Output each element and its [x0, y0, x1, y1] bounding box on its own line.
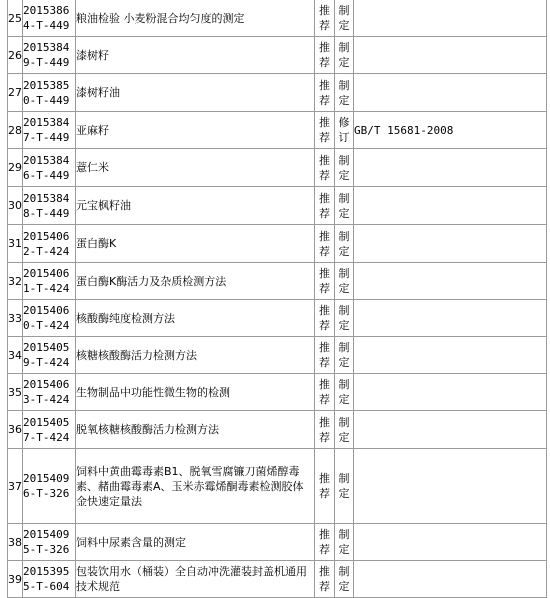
row-index: 36 — [8, 423, 22, 436]
plan-number: 20153849-T-449 — [23, 41, 70, 69]
standard-type: 推荐 — [319, 116, 330, 144]
standard-name: 核酸酶纯度检测方法 — [76, 311, 175, 325]
standard-type: 推荐 — [319, 41, 330, 69]
standard-name-cell — [76, 0, 315, 37]
standard-name: 饲料中尿素含量的测定 — [76, 535, 186, 549]
row-index: 27 — [8, 86, 22, 99]
plan-number: 20153864-T-449 — [23, 4, 70, 32]
replaced-standard-cell — [354, 263, 547, 300]
standard-type-cell — [315, 187, 335, 225]
row-index-cell — [8, 411, 23, 449]
row-index: 39 — [8, 572, 22, 586]
standard-type: 推荐 — [319, 191, 330, 220]
standard-type-cell — [315, 37, 335, 74]
table-row — [8, 263, 547, 300]
standard-type: 推荐 — [319, 229, 330, 258]
row-index-cell — [8, 112, 23, 149]
replaced-standard-cell — [354, 524, 547, 561]
standard-name-cell — [76, 300, 315, 337]
standard-type-cell — [315, 74, 335, 112]
row-index: 29 — [8, 161, 22, 174]
plan-number: 20153846-T-449 — [23, 153, 70, 182]
revision-action: 制定 — [338, 565, 350, 593]
row-index: 33 — [8, 311, 22, 325]
row-index-cell — [8, 149, 23, 187]
row-index-cell — [8, 263, 23, 300]
standard-name: 蛋白酶K — [76, 237, 117, 250]
plan-number-cell — [23, 225, 76, 263]
revision-action: 制定 — [338, 191, 350, 220]
row-index: 30 — [8, 199, 22, 212]
row-index-cell — [8, 337, 23, 374]
row-index: 35 — [8, 385, 22, 399]
plan-number-cell — [23, 74, 76, 112]
plan-number: 20153847-T-449 — [23, 116, 70, 144]
plan-number-cell — [23, 374, 76, 411]
standard-type: 推荐 — [319, 415, 330, 444]
row-index-cell — [8, 449, 23, 524]
replaced-standard-cell — [354, 300, 547, 337]
plan-number: 20154095-T-326 — [23, 528, 70, 556]
standard-type: 推荐 — [319, 565, 330, 593]
standard-name: 核糖核酸酶活力检测方法 — [76, 348, 197, 362]
revision-action: 制定 — [338, 378, 350, 406]
revision-action: 制定 — [338, 78, 350, 107]
replaced-standard-cell — [354, 225, 547, 263]
standard-name: 包装饮用水（桶装）全自动冲洗灌装封盖机通用技术规范 — [76, 565, 307, 593]
revision-action-cell — [335, 74, 354, 112]
plan-number: 20154063-T-424 — [23, 378, 70, 406]
plan-number-cell — [23, 112, 76, 149]
plan-number-cell — [23, 449, 76, 524]
row-index-cell — [8, 74, 23, 112]
row-index-cell — [8, 37, 23, 74]
table-row — [8, 37, 547, 74]
revision-action-cell — [335, 112, 354, 149]
standard-name-cell — [76, 112, 315, 149]
revision-action: 制定 — [338, 153, 350, 182]
standard-type: 推荐 — [319, 304, 330, 332]
revision-action: 修订 — [338, 116, 350, 144]
revision-action-cell — [335, 337, 354, 374]
table-row — [8, 0, 547, 37]
revision-action-cell — [335, 263, 354, 300]
plan-number-cell — [23, 337, 76, 374]
standard-type: 推荐 — [319, 341, 330, 369]
standard-name: 漆树籽 — [76, 48, 109, 62]
revision-action: 制定 — [338, 472, 350, 500]
table-row — [8, 225, 547, 263]
standard-type-cell — [315, 225, 335, 263]
standard-type-cell — [315, 337, 335, 374]
row-index-cell — [8, 187, 23, 225]
plan-number-cell — [23, 411, 76, 449]
row-index-cell — [8, 300, 23, 337]
row-index-cell — [8, 374, 23, 411]
standards-table-body — [8, 0, 547, 598]
standard-name: 脱氧核糖核酸酶活力检测方法 — [76, 423, 219, 436]
row-index-cell — [8, 0, 23, 37]
plan-number: 20154061-T-424 — [23, 267, 70, 295]
replaced-standard-cell — [354, 74, 547, 112]
standard-type-cell — [315, 449, 335, 524]
standard-type-cell — [315, 300, 335, 337]
standard-type-cell — [315, 149, 335, 187]
standard-name-cell — [76, 337, 315, 374]
revision-action-cell — [335, 524, 354, 561]
plan-number: 20153848-T-449 — [23, 191, 70, 220]
replaced-standard: GB/T 15681-2008 — [354, 123, 454, 137]
plan-number: 20154057-T-424 — [23, 415, 70, 444]
plan-number-cell — [23, 37, 76, 74]
standard-type-cell — [315, 263, 335, 300]
table-row — [8, 411, 547, 449]
standard-name-cell — [76, 74, 315, 112]
standard-name-cell — [76, 149, 315, 187]
standard-name-cell — [76, 225, 315, 263]
row-index: 31 — [8, 237, 22, 250]
standard-name: 饲料中黄曲霉毒素B1、脱氧雪腐镰刀菌烯醇毒素、赭曲霉毒素A、玉米赤霉烯酮毒素检测胶体金快速定量法 — [76, 464, 304, 508]
replaced-standard-cell — [354, 337, 547, 374]
replaced-standard-cell — [354, 411, 547, 449]
plan-number: 20154062-T-424 — [23, 229, 70, 258]
revision-action-cell — [335, 225, 354, 263]
revision-action-cell — [335, 374, 354, 411]
standards-table — [7, 0, 547, 598]
row-index: 28 — [8, 123, 22, 137]
standard-type-cell — [315, 524, 335, 561]
standard-type: 推荐 — [319, 472, 330, 500]
standard-name-cell — [76, 449, 315, 524]
row-index: 32 — [8, 274, 22, 288]
standard-name-cell — [76, 524, 315, 561]
revision-action: 制定 — [338, 528, 350, 556]
standard-name-cell — [76, 374, 315, 411]
revision-action-cell — [335, 149, 354, 187]
replaced-standard-cell — [354, 374, 547, 411]
replaced-standard-cell — [354, 0, 547, 37]
standard-name-cell — [76, 187, 315, 225]
revision-action: 制定 — [338, 267, 350, 295]
revision-action-cell — [335, 0, 354, 37]
plan-number: 20154059-T-424 — [23, 341, 70, 369]
standard-name-cell — [76, 263, 315, 300]
row-index-cell — [8, 225, 23, 263]
row-index: 34 — [8, 348, 22, 362]
standard-type: 推荐 — [319, 153, 330, 182]
table-row — [8, 149, 547, 187]
table-row — [8, 187, 547, 225]
row-index: 38 — [8, 535, 22, 549]
standard-name: 薏仁米 — [76, 161, 109, 174]
plan-number: 20154096-T-326 — [23, 472, 70, 500]
revision-action-cell — [335, 37, 354, 74]
standard-name: 漆树籽油 — [76, 86, 120, 99]
plan-number-cell — [23, 524, 76, 561]
standard-type-cell — [315, 112, 335, 149]
plan-number: 20153955-T-604 — [23, 565, 70, 593]
standard-name-cell — [76, 411, 315, 449]
plan-number-cell — [23, 149, 76, 187]
revision-action-cell — [335, 411, 354, 449]
standard-type-cell — [315, 0, 335, 37]
revision-action: 制定 — [338, 304, 350, 332]
table-row — [8, 524, 547, 561]
revision-action: 制定 — [338, 41, 350, 69]
replaced-standard-cell — [354, 112, 547, 149]
revision-action: 制定 — [338, 415, 350, 444]
plan-number-cell — [23, 263, 76, 300]
revision-action-cell — [335, 300, 354, 337]
revision-action-cell — [335, 449, 354, 524]
replaced-standard-cell — [354, 187, 547, 225]
plan-number-cell — [23, 0, 76, 37]
standard-name: 粮油检验 小麦粉混合均匀度的测定 — [76, 11, 245, 25]
standard-type-cell — [315, 374, 335, 411]
revision-action: 制定 — [338, 341, 350, 369]
standard-name-cell — [76, 37, 315, 74]
standard-name: 亚麻籽 — [76, 123, 109, 137]
row-index: 25 — [8, 11, 22, 25]
row-index-cell — [8, 524, 23, 561]
row-index: 37 — [8, 479, 22, 493]
standard-type: 推荐 — [319, 4, 330, 32]
plan-number-cell — [23, 300, 76, 337]
row-index: 26 — [8, 48, 22, 62]
standard-type: 推荐 — [319, 528, 330, 556]
plan-number: 20153850-T-449 — [23, 78, 70, 107]
replaced-standard-cell — [354, 37, 547, 74]
revision-action: 制定 — [338, 4, 350, 32]
table-row — [8, 337, 547, 374]
standard-name: 蛋白酶K酶活力及杂质检测方法 — [76, 274, 227, 288]
revision-action-cell — [335, 187, 354, 225]
table-row — [8, 449, 547, 524]
plan-number-cell — [23, 187, 76, 225]
standard-type: 推荐 — [319, 267, 330, 295]
replaced-standard-cell — [354, 449, 547, 524]
standard-name: 生物制品中功能性微生物的检测 — [76, 385, 230, 399]
standard-type: 推荐 — [319, 78, 330, 107]
table-row — [8, 374, 547, 411]
standard-type: 推荐 — [319, 378, 330, 406]
table-row — [8, 74, 547, 112]
replaced-standard-cell — [354, 149, 547, 187]
standard-name: 元宝枫籽油 — [76, 199, 131, 212]
standard-type-cell — [315, 411, 335, 449]
table-row — [8, 300, 547, 337]
plan-number: 20154060-T-424 — [23, 304, 70, 332]
table-row — [8, 112, 547, 149]
revision-action: 制定 — [338, 229, 350, 258]
